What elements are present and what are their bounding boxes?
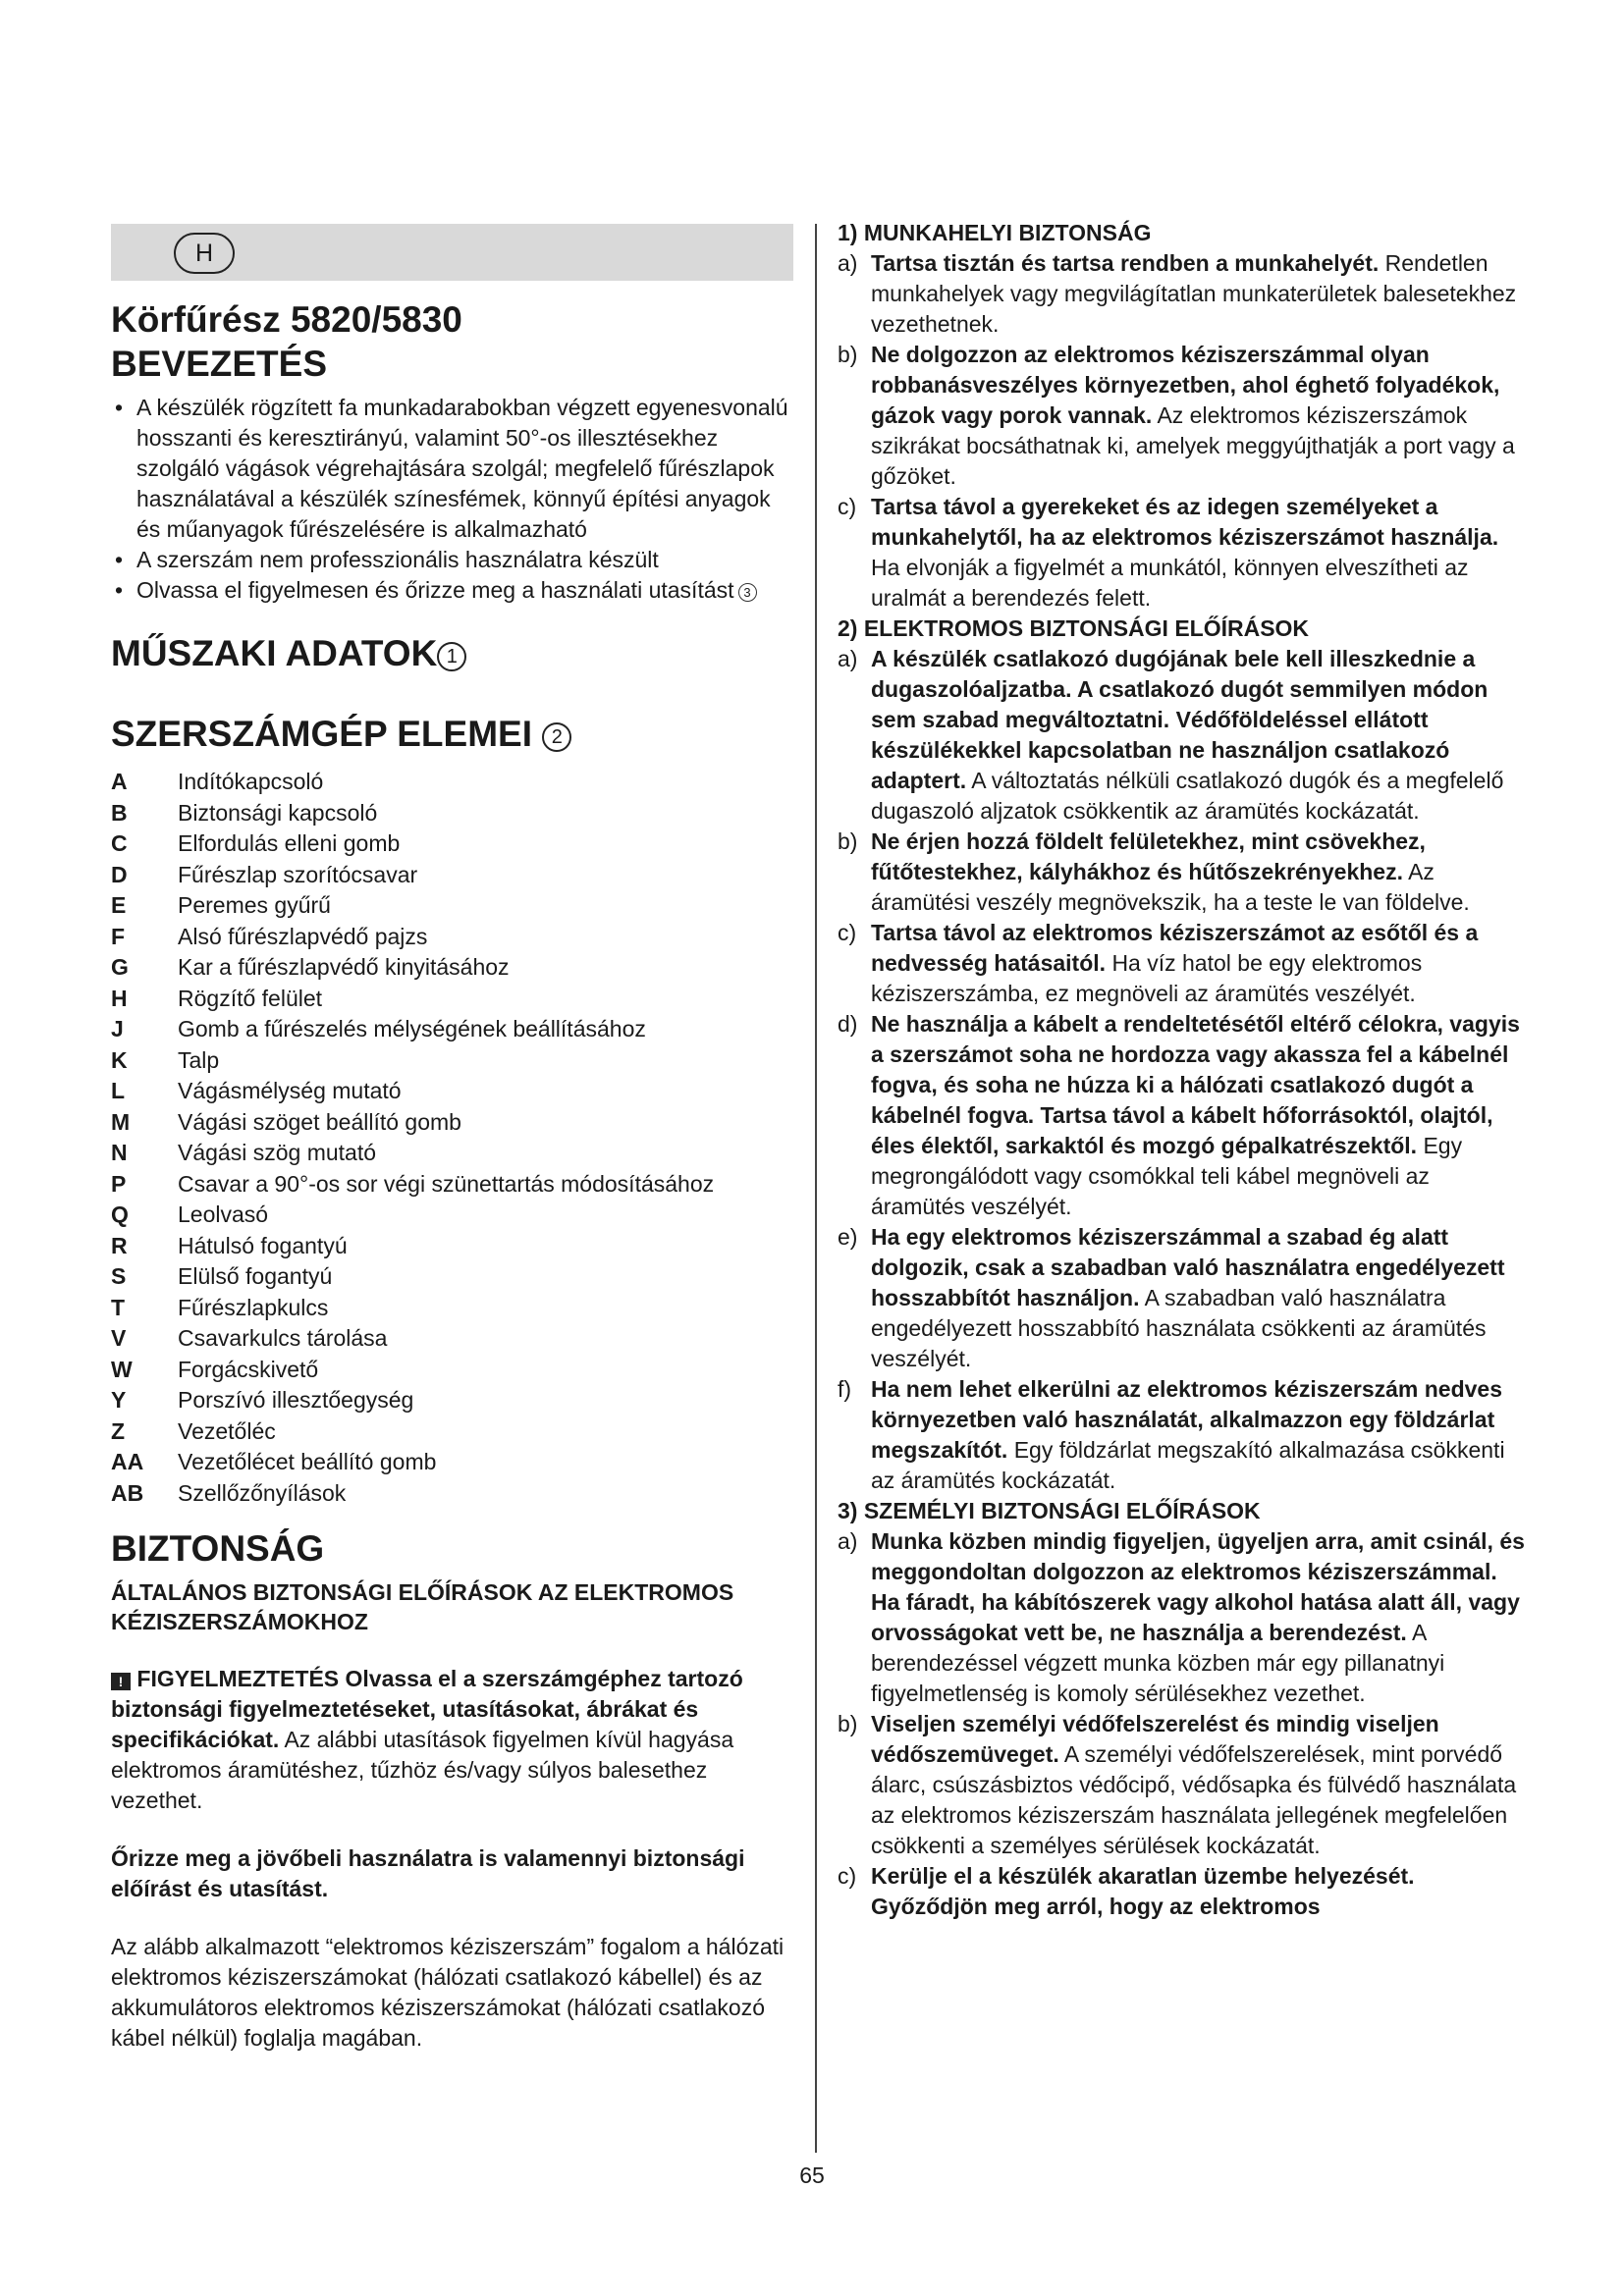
legend-row (111, 1385, 793, 1416)
legend-row (111, 1076, 793, 1107)
list-item: b) Viseljen személyi védőfelszerelést és mindig viseljen védőszemüveget. A személyi védőfelszerelések, mint porvédő álarc, csúszásbiztos védőcipő, védősapka és fülvédő használata az elektromos kéziszerszám használata jellegének megfelelően csökkenti a személyes sérülések kockázatát. (838, 1711, 1517, 1858)
legend-key: V (111, 1325, 127, 1351)
legend-label: Porszívó illesztőegység (178, 1387, 414, 1413)
legend-label: Kar a fűrészlapvédő kinyitásához (178, 954, 510, 980)
warning-paragraph: ! FIGYELMEZTETÉS Olvassa el a szerszámgéphez tartozó biztonsági figyelmeztetéseket, utasításokat, ábrákat és specifikációkat. Az alábbi utasítások figyelmen kívül hagyása elektromos áramütéshez, tűzhöz és/vagy súlyos balesethez vezethet. (111, 1666, 743, 1813)
legend-row (111, 1293, 793, 1324)
legend-label: Vágási szög mutató (178, 1140, 377, 1165)
list-item: c) Tartsa távol a gyerekeket és az idegen személyeket a munkahelytől, ha az elektromos kéziszerszámot használja. Ha elvonják a figyelmét a munkától, könnyen elveszítheti az uralmát a berendezés felett. (838, 494, 1499, 611)
legend-label: Fűrészlap szorítócsavar (178, 861, 418, 887)
warning-icon: ! (111, 1673, 131, 1690)
legend-row (111, 767, 793, 798)
legend-key: Z (111, 1417, 126, 1444)
legend-label: Rögzítő felület (178, 985, 323, 1011)
legend-label: Biztonsági kapcsoló (178, 799, 378, 826)
keep-instructions: Őrizze meg a jövőbeli használatra is valamennyi biztonsági előírást és utasítást. (111, 1845, 745, 1901)
section-heading: 1) MUNKAHELYI BIZTONSÁG (838, 220, 1152, 245)
list-item: a) Munka közben mindig figyeljen, ügyeljen arra, amit csinál, és meggondoltan dolgozzon az elektromos kéziszerszámmal. Ha fáradt, ha kábítószerek vagy alkohol hatása alatt áll, vagy orvosságokat vett be, ne használja a berendezést. A berendezéssel végzett munka közben már egy pillanatnyi figyelmetlenség is komoly sérülésekhez vezethet. (838, 1528, 1525, 1706)
legend-row (111, 860, 793, 891)
legend-label: Vágási szöget beállító gomb (178, 1108, 461, 1135)
list-item: c) Tartsa távol az elektromos kéziszerszámot az esőtől és a nedvesség hatásaitól. Ha víz hatol be egy elektromos kéziszerszámba, ez megnöveli az áramütés veszélyét. (838, 920, 1479, 1006)
legend-key: B (111, 799, 128, 826)
legend-row (111, 1200, 793, 1231)
legend-key: E (111, 892, 127, 918)
definition-paragraph: Az alább alkalmazott “elektromos kéziszerszám” fogalom a hálózati elektromos kéziszerszámokat (hálózati csatlakozó kábellel) és az akkumulátoros elektromos kéziszerszámokat (hálózati csatlakozó kábel nélkül) foglalja magában. (111, 1934, 785, 2051)
legend-row (111, 1169, 793, 1201)
legend-label: Szellőzőnyílások (178, 1479, 347, 1506)
legend-row (111, 1138, 793, 1169)
legend-label: Hátulsó fogantyú (178, 1232, 348, 1258)
legend-label: Vezetőléc (178, 1417, 276, 1444)
legend-row (111, 890, 793, 922)
tech-data-heading: MŰSZAKI ADATOK 1 (111, 631, 793, 676)
figure-ref-3: 3 (738, 583, 757, 602)
legend-key: L (111, 1078, 126, 1103)
intro-heading: BEVEZETÉS (111, 344, 327, 384)
list-item: a) A készülék csatlakozó dugójának bele kell illeszkednie a dugaszolóaljzatba. A csatlakozó dugót semmilyen módon sem szabad megváltoztatni. Védőföldeléssel ellátott készülékekkel kapcsolatban ne használjon csatlakozó adaptert. A változtatás nélküli csatlakozó dugók és a megfelelő dugaszoló aljzatok csökkentik az áramütés kockázatát. (838, 646, 1504, 824)
legend-row (111, 798, 793, 829)
legend-key: N (111, 1140, 128, 1165)
section-heading: 3) SZEMÉLYI BIZTONSÁGI ELŐÍRÁSOK (838, 1498, 1261, 1523)
page-number: 65 (799, 2163, 825, 2188)
parts-legend (111, 767, 793, 1509)
list-item: b) Ne dolgozzon az elektromos kéziszerszámmal olyan robbanásveszélyes környezetben, ahol éghető folyadékok, gázok vagy porok vannak. Az elektromos kéziszerszámok szikrákat bocsáthatnak ki, amelyek meggyújthatják a port vagy a gőzöket. (838, 342, 1515, 489)
legend-row (111, 1355, 793, 1386)
legend-label: Leolvasó (178, 1201, 269, 1227)
legend-key: A (111, 769, 128, 794)
legend-label: Gomb a fűrészelés mélységének beállításához (178, 1016, 646, 1041)
parts-heading: SZERSZÁMGÉP ELEMEI 2 (111, 712, 793, 757)
legend-row (111, 1014, 793, 1045)
legend-key: H (111, 985, 128, 1011)
safety-heading: BIZTONSÁG (111, 1528, 325, 1569)
legend-row (111, 1107, 793, 1139)
legend-key: R (111, 1232, 128, 1258)
legend-label: Vezetőlécet beállító gomb (178, 1449, 437, 1474)
list-item: • A szerszám nem professzionális használatra készült (111, 545, 793, 575)
legend-key: K (111, 1046, 128, 1073)
safety-subheading: ÁLTALÁNOS BIZTONSÁGI ELŐÍRÁSOK AZ ELEKTROMOS KÉZISZERSZÁMOKHOZ (111, 1579, 734, 1634)
intro-list (111, 393, 793, 606)
list-item: f) Ha nem lehet elkerülni az elektromos kéziszerszám nedves környezetben való használatát, alkalmazzon egy földzárlat megszakítót. Egy földzárlat megszakító alkalmazása csökkenti az áramütés kockázatát. (838, 1376, 1505, 1493)
legend-label: Vágásmélység mutató (178, 1078, 402, 1103)
list-item: a) Tartsa tisztán és tartsa rendben a munkahelyét. Rendetlen munkahelyek vagy megvilágítatlan munkaterületek balesetekhez vezethetnek. (838, 250, 1517, 337)
page-title: Körfűrész 5820/5830 (111, 299, 462, 340)
figure-ref-2: 2 (542, 722, 571, 752)
list-item: • A készülék rögzített fa munkadarabokban végzett egyenesvonalú hosszanti és keresztirányú, valamint 50°-os illesztésekhez szolgáló vágások végrehajtására szolgál; megfelelő fűrészlapok használatával a készülék színesfémek, könnyű építési anyagok és műanyagok fűrészelésére is alkalmazható (111, 393, 793, 545)
list-item: e) Ha egy elektromos kéziszerszámmal a szabad ég alatt dolgozik, csak a szabadban való használatra engedélyezett hosszabbítót használjon. A szabadban való használatra engedélyezett hosszabbító használata csökkenti az áramütés veszélyét. (838, 1224, 1505, 1371)
legend-key: Y (111, 1387, 127, 1413)
legend-key: AA (111, 1449, 144, 1474)
column-divider (815, 224, 817, 2153)
legend-row (111, 1478, 793, 1510)
legend-label: Fűrészlapkulcs (178, 1294, 329, 1320)
legend-row (111, 1416, 793, 1448)
legend-key: T (111, 1294, 126, 1320)
left-column (111, 224, 793, 2054)
legend-row (111, 1261, 793, 1293)
legend-label: Indítókapcsoló (178, 769, 324, 794)
legend-label: Csavar a 90°-os sor végi szünettartás módosításához (178, 1170, 715, 1197)
figure-ref-1: 1 (437, 642, 466, 671)
legend-label: Elülső fogantyú (178, 1263, 333, 1289)
legend-row (111, 1045, 793, 1077)
language-badge: H (174, 233, 235, 274)
legend-key: G (111, 954, 129, 980)
legend-key: J (111, 1016, 124, 1041)
legend-label: Elfordulás elleni gomb (178, 830, 401, 856)
legend-row (111, 952, 793, 984)
legend-label: Csavarkulcs tárolása (178, 1325, 388, 1351)
legend-label: Forgácskivető (178, 1356, 319, 1382)
legend-key: AB (111, 1479, 144, 1506)
legend-label: Peremes gyűrű (178, 892, 331, 918)
legend-label: Alsó fűrészlapvédő pajzs (178, 923, 428, 949)
list-item: b) Ne érjen hozzá földelt felületekhez, mint csövekhez, fűtőtestekhez, kályhákhoz és hűtőszekrényekhez. Az áramütési veszély megnövekszik, ha a teste le van földelve. (838, 828, 1470, 915)
legend-row (111, 922, 793, 953)
legend-key: S (111, 1263, 127, 1289)
legend-row (111, 1231, 793, 1262)
list-item: • Olvassa el figyelmesen és őrizze meg a használati utasítást 3 (111, 575, 793, 606)
legend-label: Talp (178, 1046, 220, 1073)
section-heading: 2) ELEKTROMOS BIZTONSÁGI ELŐÍRÁSOK (838, 615, 1310, 641)
right-column (838, 218, 1525, 1922)
legend-key: Q (111, 1201, 129, 1227)
legend-key: D (111, 861, 128, 887)
legend-key: W (111, 1356, 133, 1382)
legend-key: P (111, 1170, 127, 1197)
list-item: d) Ne használja a kábelt a rendeltetésétől eltérő célokra, vagyis a szerszámot soha ne hordozza vagy akassza fel a kábelnél fogva, és soha ne húzza ki a hálózati csatlakozó dugót a kábelnél fogva. Tartsa távol a kábelt hőforrásoktól, olajtól, éles élektől, sarkaktól és mozgó gépalkatrészektől. Egy megrongálódott vagy csomókkal teli kábel megnöveli az áramütés veszélyét. (838, 1011, 1520, 1219)
legend-row (111, 1447, 793, 1478)
legend-key: C (111, 830, 128, 856)
legend-row (111, 828, 793, 860)
language-bar (111, 224, 793, 281)
list-item: c) Kerülje el a készülék akaratlan üzembe helyezését. Győződjön meg arról, hogy az elektromos (838, 1863, 1415, 1919)
legend-key: M (111, 1108, 131, 1135)
legend-row (111, 1323, 793, 1355)
legend-key: F (111, 923, 126, 949)
legend-row (111, 984, 793, 1015)
